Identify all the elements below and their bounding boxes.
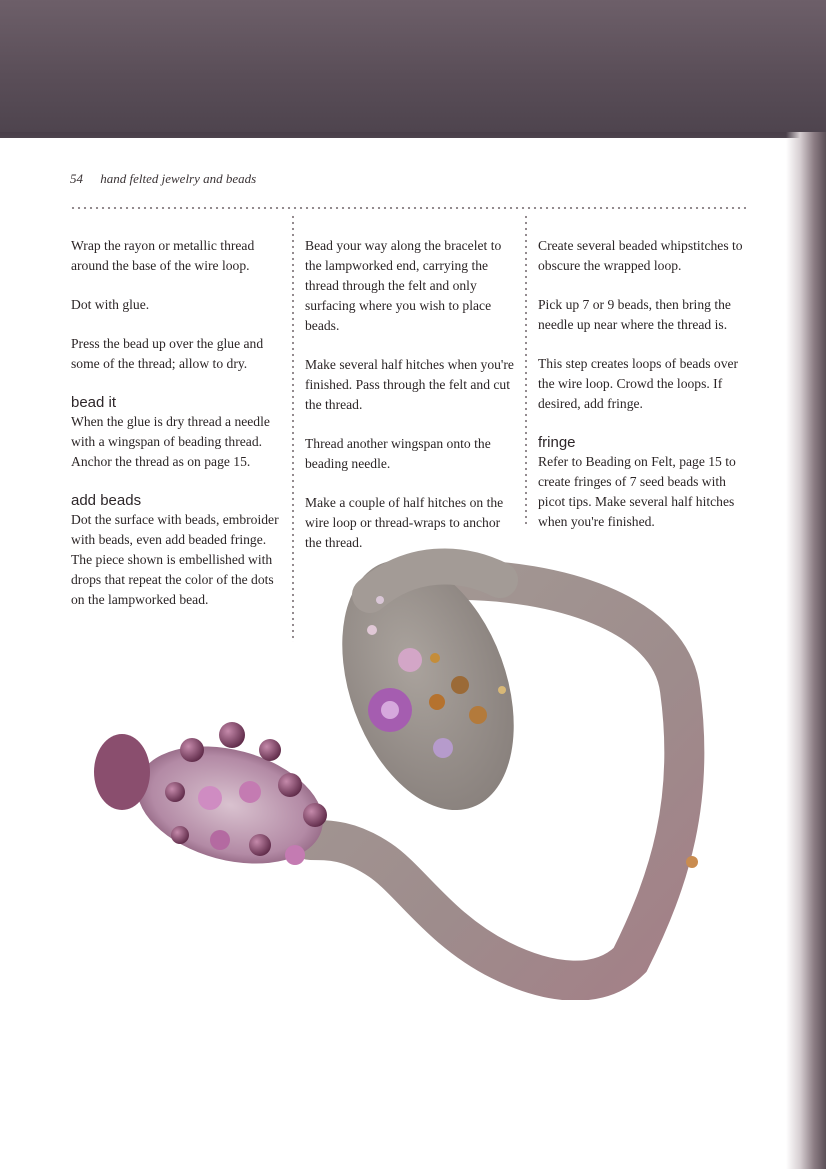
bead <box>498 686 506 694</box>
heading-add-beads: add beads <box>71 492 142 509</box>
heading-bead-it: bead it <box>71 394 117 411</box>
drop-bead <box>219 722 245 748</box>
scan-top-shadow <box>0 0 826 138</box>
drop-bead <box>198 786 222 810</box>
bead <box>451 676 469 694</box>
drop-bead <box>180 738 204 762</box>
drop-bead <box>259 739 281 761</box>
drop-bead <box>171 826 189 844</box>
paragraph: Dot with glue. <box>71 297 150 312</box>
scan-gutter-shadow <box>786 132 826 1169</box>
paragraph: Dot the surface with beads, embroider with beads, even add beaded fringe. The piece shown is embellished with drops that repeat the color of the dots on the lampworked bead. <box>71 512 279 607</box>
column-3 <box>538 236 752 551</box>
bead <box>430 653 440 663</box>
paragraph: Thread another wingspan onto the beading needle. <box>305 436 491 471</box>
paragraph: Wrap the rayon or metallic thread around the base of the wire loop. <box>71 238 255 273</box>
paragraph: Pick up 7 or 9 beads, then bring the needle up near where the thread is. <box>538 297 731 332</box>
heading-fringe: fringe <box>538 434 576 451</box>
bead <box>381 701 399 719</box>
paragraph: This step creates loops of beads over the wire loop. Crowd the loops. If desired, add fringe. <box>538 356 739 411</box>
bead <box>469 706 487 724</box>
paragraph: Bead your way along the bracelet to the lampworked end, carrying the thread through the felt and only surfacing where you wish to place beads. <box>305 238 502 333</box>
bead <box>433 738 453 758</box>
book-title: hand felted jewelry and beads <box>100 171 257 186</box>
drop-bead <box>249 834 271 856</box>
drop-bead <box>303 803 327 827</box>
paragraph: Make several half hitches when you're finished. Pass through the felt and cut the thread. <box>305 357 514 412</box>
drop-bead <box>239 781 261 803</box>
bead <box>367 625 377 635</box>
drop-bead <box>210 830 230 850</box>
seed-bead-cap <box>94 734 150 810</box>
column-2 <box>305 236 517 572</box>
drop-bead <box>165 782 185 802</box>
dotted-rule <box>70 207 746 209</box>
drop-bead <box>278 773 302 797</box>
bead <box>429 694 445 710</box>
paragraph: Refer to Beading on Felt, page 15 to create fringes of 7 seed beads with picot tips. Make several half hitches when you're finished. <box>538 454 736 529</box>
paragraph: Press the bead up over the glue and some of the thread; allow to dry. <box>71 336 264 371</box>
bracelet-photo <box>80 540 720 1000</box>
paragraph: Create several beaded whipstitches to obscure the wrapped loop. <box>538 238 743 273</box>
lampwork-bead <box>124 727 336 882</box>
running-head <box>70 171 256 187</box>
bead <box>376 596 384 604</box>
drop-bead <box>285 845 305 865</box>
paragraph: When the glue is dry thread a needle with a wingspan of beading thread. Anchor the thread as on page 15. <box>71 414 270 469</box>
paragraph: Make a couple of half hitches on the wire loop or thread-wraps to anchor the thread. <box>305 495 504 550</box>
page-number: 54 <box>70 171 83 186</box>
bead <box>686 856 698 868</box>
bead <box>398 648 422 672</box>
column-divider-2 <box>525 214 527 526</box>
